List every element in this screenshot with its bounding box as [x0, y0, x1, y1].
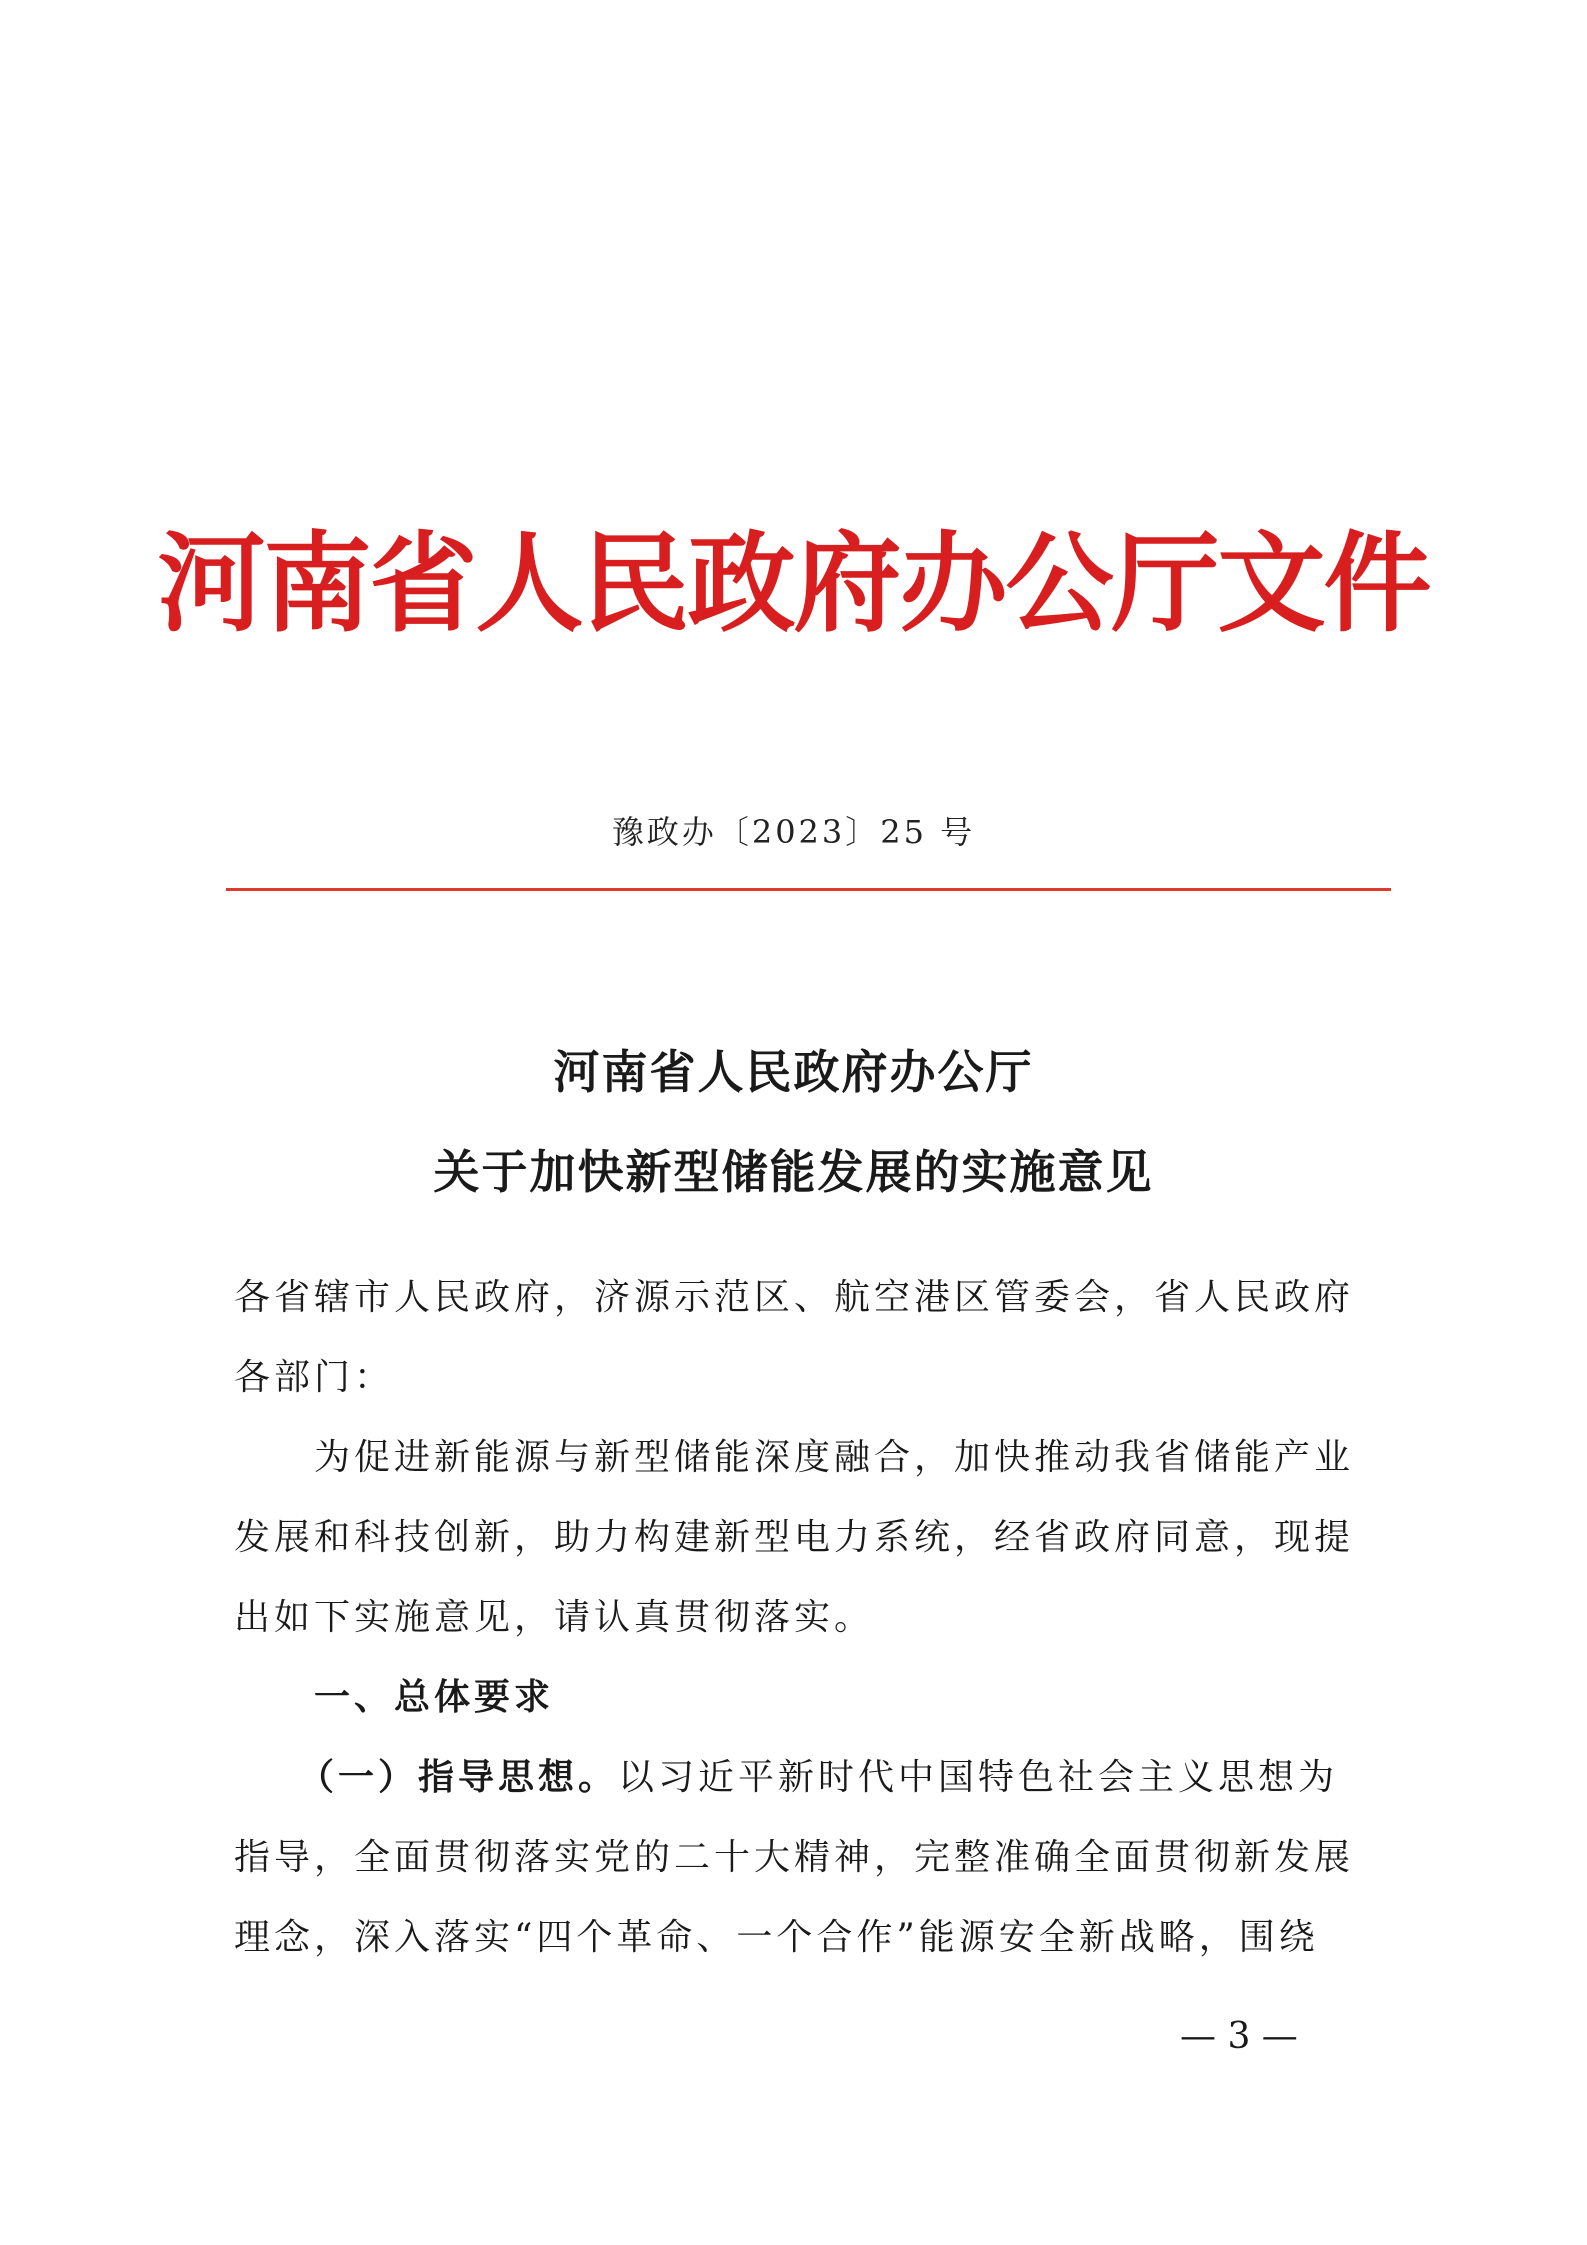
- intro-paragraph-line: 发展和科技创新，助力构建新型电力系统，经省政府同意，现提: [234, 1517, 1355, 1558]
- red-divider-line: [226, 888, 1391, 891]
- document-body: [234, 1258, 1386, 1978]
- document-title-line-1: 河南省人民政府办公厅: [553, 1045, 1034, 1099]
- item-paragraph-line: 指导，全面贯彻落实党的二十大精神，完整准确全面贯彻新发展: [234, 1837, 1355, 1878]
- document-number: 豫政办〔2023〕25 号: [611, 813, 976, 851]
- document-title-line-2: 关于加快新型储能发展的实施意见: [433, 1145, 1154, 1199]
- page-number: — 3 —: [1180, 2016, 1298, 2057]
- intro-paragraph-line: 为促进新能源与新型储能深度融合，加快推动我省储能产业: [314, 1437, 1355, 1478]
- intro-paragraph-line: 出如下实施意见，请认真贯彻落实。: [234, 1597, 875, 1638]
- addressee-line: 各省辖市人民政府，济源示范区、航空港区管委会，省人民政府: [234, 1277, 1355, 1318]
- section-heading: 一、总体要求: [314, 1677, 555, 1718]
- item-paragraph-line: 理念，深入落实“四个革命、一个合作”能源安全新战略，围绕: [234, 1917, 1319, 1958]
- masthead-title: 河南省人民政府办公厅文件: [157, 522, 1430, 647]
- item-label: （一）指导思想。: [298, 1757, 619, 1798]
- item-text: 以习近平新时代中国特色社会主义思想为: [618, 1757, 1339, 1798]
- item-paragraph-line: [234, 1738, 1386, 1818]
- addressee-line: 各部门：: [234, 1357, 395, 1398]
